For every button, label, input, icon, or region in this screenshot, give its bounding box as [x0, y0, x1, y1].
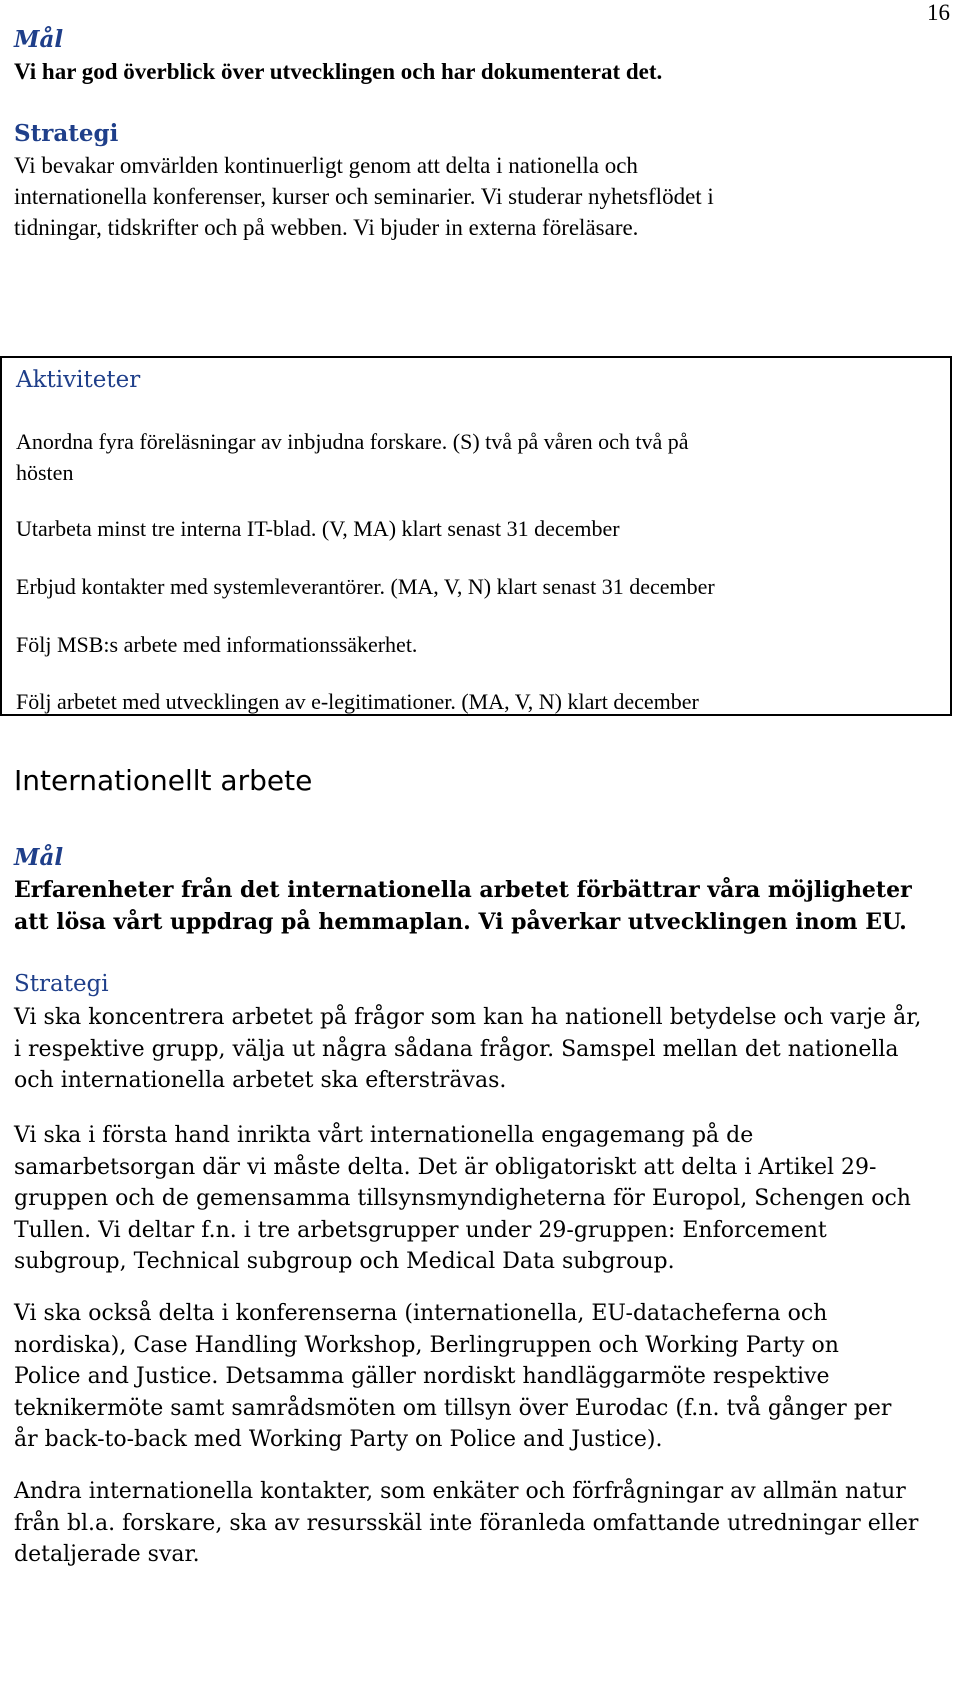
strategy-paragraph-line: Vi ska koncentrera arbetet på frågor som kan ha nationell betydelse och varje år, — [14, 1005, 922, 1030]
paragraph-3 — [14, 1298, 930, 1456]
international-goal-heading: Mål — [14, 844, 64, 871]
international-goal-line: att lösa vårt uppdrag på hemmaplan. Vi påverkar utvecklingen inom EU. — [14, 909, 907, 935]
activity-item: Utarbeta minst tre interna IT-blad. (V, MA) klart senast 31 december — [16, 516, 620, 541]
paragraph-line: teknikermöte samt samrådsmöten om tillsyn över Eurodac (f.n. två gånger per — [14, 1395, 892, 1421]
goal-section — [14, 24, 930, 88]
page-number: 16 — [927, 0, 950, 25]
paragraph-line: från bl.a. forskare, ska av resursskäl inte föranleda omfattande utredningar eller — [14, 1510, 919, 1536]
paragraph-line: år back-to-back med Working Party on Police and Justice). — [14, 1427, 663, 1452]
paragraph-4 — [14, 1476, 930, 1571]
paragraph-2 — [14, 1120, 930, 1278]
activity-item: hösten — [16, 460, 74, 485]
international-goal-line: Erfarenheter från det internationella arbetet förbättrar våra möjligheter — [14, 877, 912, 903]
paragraph-line: Tullen. Vi deltar f.n. i tre arbetsgrupper under 29-gruppen: Enforcement — [14, 1217, 827, 1243]
paragraph-line: samarbetsorgan där vi måste delta. Det är obligatoriskt att delta i Artikel 29- — [14, 1154, 877, 1180]
paragraph-line: Police and Justice. Detsamma gäller nordiskt handläggarmöte respektive — [14, 1364, 830, 1389]
activities-box — [0, 356, 952, 716]
strategy-line: internationella konferenser, kurser och seminarier. Vi studerar nyhetsflödet i — [14, 184, 714, 209]
goal-heading: Mål — [14, 26, 64, 53]
strategy-paragraph-line: och internationella arbetet ska eftersträvas. — [14, 1068, 507, 1093]
activities-heading: Aktiviteter — [16, 367, 141, 393]
paragraph-line: gruppen och de gemensamma tillsynsmyndigheterna för Europol, Schengen och — [14, 1186, 911, 1211]
paragraph-line: nordiska), Case Handling Workshop, Berlingruppen och Working Party on — [14, 1332, 839, 1358]
section-title — [14, 764, 930, 797]
paragraph-line: Andra internationella kontakter, som enkäter och förfrågningar av allmän natur — [14, 1479, 906, 1504]
activity-item: Erbjud kontakter med systemleverantörer. (MA, V, N) klart senast 31 december — [16, 574, 715, 599]
strategy-paragraph-line: i respektive grupp, välja ut några sådana frågor. Samspel mellan det nationella — [14, 1036, 899, 1062]
international-goal-section — [14, 842, 930, 938]
activity-item: Följ arbetet med utvecklingen av e-legitimationer. (MA, V, N) klart december — [16, 689, 699, 714]
activity-item: Följ MSB:s arbete med informationssäkerhet. — [16, 632, 418, 657]
activity-item: Anordna fyra föreläsningar av inbjudna forskare. (S) två på våren och två på — [16, 429, 689, 454]
paragraph-line: Vi ska i första hand inrikta vårt internationella engagemang på de — [14, 1123, 754, 1148]
paragraph-line: detaljerade svar. — [14, 1542, 200, 1567]
strategy-section — [14, 118, 930, 243]
international-strategy-section — [14, 968, 930, 1097]
goal-text: Vi har god överblick över utvecklingen och har dokumenterat det. — [14, 59, 663, 84]
strategy-line: tidningar, tidskrifter och på webben. Vi bjuder in externa föreläsare. — [14, 215, 639, 240]
international-title: Internationellt arbete — [14, 764, 313, 797]
strategy-line: Vi bevakar omvärlden kontinuerligt genom att delta i nationella och — [14, 153, 638, 178]
paragraph-line: Vi ska också delta i konferenserna (internationella, EU-datacheferna och — [14, 1301, 828, 1326]
international-strategy-heading: Strategi — [14, 971, 109, 997]
paragraph-line: subgroup, Technical subgroup och Medical Data subgroup. — [14, 1249, 675, 1274]
strategy-heading: Strategi — [14, 120, 119, 147]
